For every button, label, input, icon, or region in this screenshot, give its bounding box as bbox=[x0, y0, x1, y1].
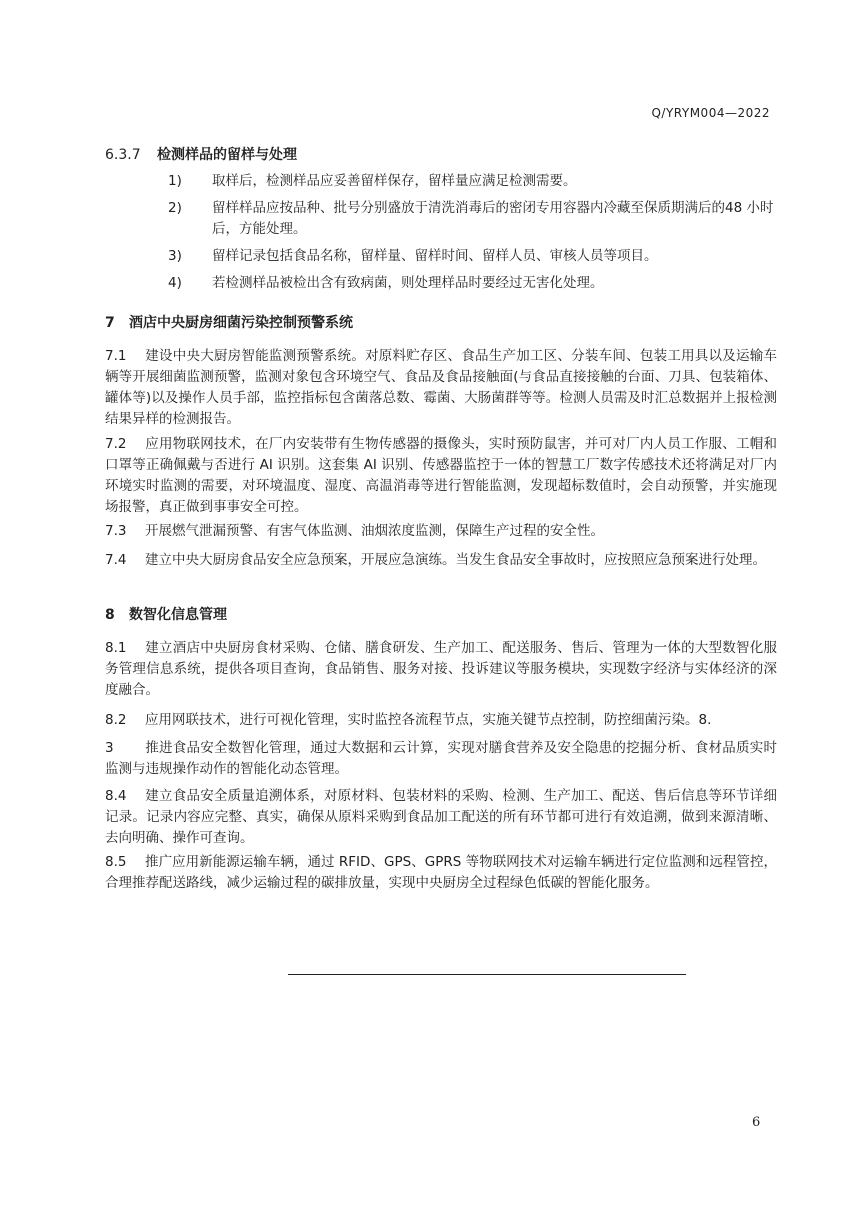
list-item bbox=[168, 198, 778, 240]
clause-number: 7.3 bbox=[105, 523, 127, 539]
clause-number: 7.1 bbox=[105, 348, 127, 364]
clause-number: 3 bbox=[105, 740, 114, 756]
clause-8-3 bbox=[105, 738, 777, 780]
clause-number: 8.1 bbox=[105, 640, 127, 656]
list-item bbox=[168, 273, 778, 294]
section-title: 数智化信息管理 bbox=[129, 607, 227, 623]
clause-text: 建立酒店中央厨房食材采购、仓储、膳食研发、生产加工、配送服务、售后、管理为一体的大型数智化服务管理信息系统，提供各项目查询，食品销售、服务对接、投诉建议等服务模块，实现数字经济与实体经济的深度融合。 bbox=[105, 640, 777, 698]
clause-text: 建立中央大厨房食品安全应急预案，开展应急演练。当发生食品安全事故时，应按照应急预案进行处理。 bbox=[145, 552, 766, 568]
section-title: 检测样品的留样与处理 bbox=[157, 147, 297, 163]
clause-8-4 bbox=[105, 786, 777, 849]
clause-7-4 bbox=[105, 550, 777, 571]
list-item-text: 留样记录包括食品名称，留样量、留样时间、留样人员、审核人员等项目。 bbox=[212, 248, 658, 264]
clause-number: 8.5 bbox=[105, 854, 127, 870]
clause-8-5 bbox=[105, 852, 777, 894]
list-item-text: 取样后，检测样品应妥善留样保存，留样量应满足检测需要。 bbox=[212, 173, 577, 189]
clause-number: 7.4 bbox=[105, 552, 127, 568]
section-heading-8 bbox=[105, 606, 227, 624]
page-number: 6 bbox=[752, 1115, 761, 1130]
clause-text: 建设中央大厨房智能监测预警系统。对原料贮存区、食品生产加工区、分装车间、包装工用具以及运输车辆等开展细菌监测预警，监测对象包含环境空气、食品及食品接触面(与食品直接接触的台面、刀具、包装箱体、罐体等)以及操作人员手部，监控指标包含菌落总数、霉菌、大肠菌群等等。检测人员需及时汇总数据并上报检测结果异样的检测报告。 bbox=[105, 348, 777, 427]
section-number: 8 bbox=[105, 607, 115, 623]
clause-8-1 bbox=[105, 638, 777, 701]
clause-number: 7.2 bbox=[105, 436, 127, 452]
list-item bbox=[168, 246, 778, 267]
section-heading-7 bbox=[105, 314, 353, 332]
end-rule bbox=[288, 974, 686, 975]
list-marker: 1) bbox=[168, 173, 182, 189]
list-marker: 3) bbox=[168, 248, 182, 264]
clause-7-3 bbox=[105, 521, 777, 542]
list-item bbox=[168, 171, 778, 192]
clause-7-2 bbox=[105, 434, 777, 518]
section-title: 酒店中央厨房细菌污染控制预警系统 bbox=[129, 315, 353, 331]
list-item-text: 留样样品应按品种、批号分别盛放于清洗消毒后的密闭专用容器内冷藏至保质期满后的48 小时后，方能处理。 bbox=[212, 200, 774, 237]
clause-8-2 bbox=[105, 710, 777, 731]
clause-7-1 bbox=[105, 346, 777, 430]
clause-text: 应用网联技术，进行可视化管理，实时监控各流程节点，实施关键节点控制，防控细菌污染。8. bbox=[145, 712, 712, 728]
clause-number: 8.4 bbox=[105, 788, 127, 804]
clause-text: 推广应用新能源运输车辆，通过 RFID、GPS、GPRS 等物联网技术对运输车辆进行定位监测和远程管控，合理推荐配送路线，减少运输过程的碳排放量，实现中央厨房全过程绿色低碳的智能化服务。 bbox=[105, 854, 777, 891]
clause-text: 建立食品安全质量追溯体系，对原材料、包装材料的采购、检测、生产加工、配送、售后信息等环节详细记录。记录内容应完整、真实，确保从原料采购到食品加工配送的所有环节都可进行有效追溯，做到来源清晰、去向明确、操作可查询。 bbox=[105, 788, 777, 846]
clause-text: 推进食品安全数智化管理，通过大数据和云计算，实现对膳食营养及安全隐患的挖掘分析、食材品质实时监测与违规操作动作的智能化动态管理。 bbox=[105, 740, 777, 777]
section-heading-6-3-7 bbox=[105, 146, 297, 164]
list-marker: 2) bbox=[168, 200, 182, 216]
document-code: Q/YRYM004—2022 bbox=[651, 106, 770, 120]
list-item-text: 若检测样品被检出含有致病菌，则处理样品时要经过无害化处理。 bbox=[212, 275, 604, 291]
clause-text: 开展燃气泄漏预警、有害气体监测、油烟浓度监测，保障生产过程的安全性。 bbox=[145, 523, 604, 539]
section-number: 7 bbox=[105, 315, 115, 331]
clause-number: 8.2 bbox=[105, 712, 127, 728]
section-number: 6.3.7 bbox=[105, 147, 141, 163]
list-marker: 4) bbox=[168, 275, 182, 291]
clause-text: 应用物联网技术，在厂内安装带有生物传感器的摄像头，实时预防鼠害，并可对厂内人员工作服、工帽和口罩等正确佩戴与否进行 AI 识别。这套集 AI 识别、传感器监控于一体的智慧工厂数字传感技术还将满足对厂内环境实时监测的需要，对环境温度、湿度、高温消毒等进行智能监测，发现超标数值时，会自动预警，并实施现场报警，真正做到事事安全可控。 bbox=[105, 436, 777, 515]
